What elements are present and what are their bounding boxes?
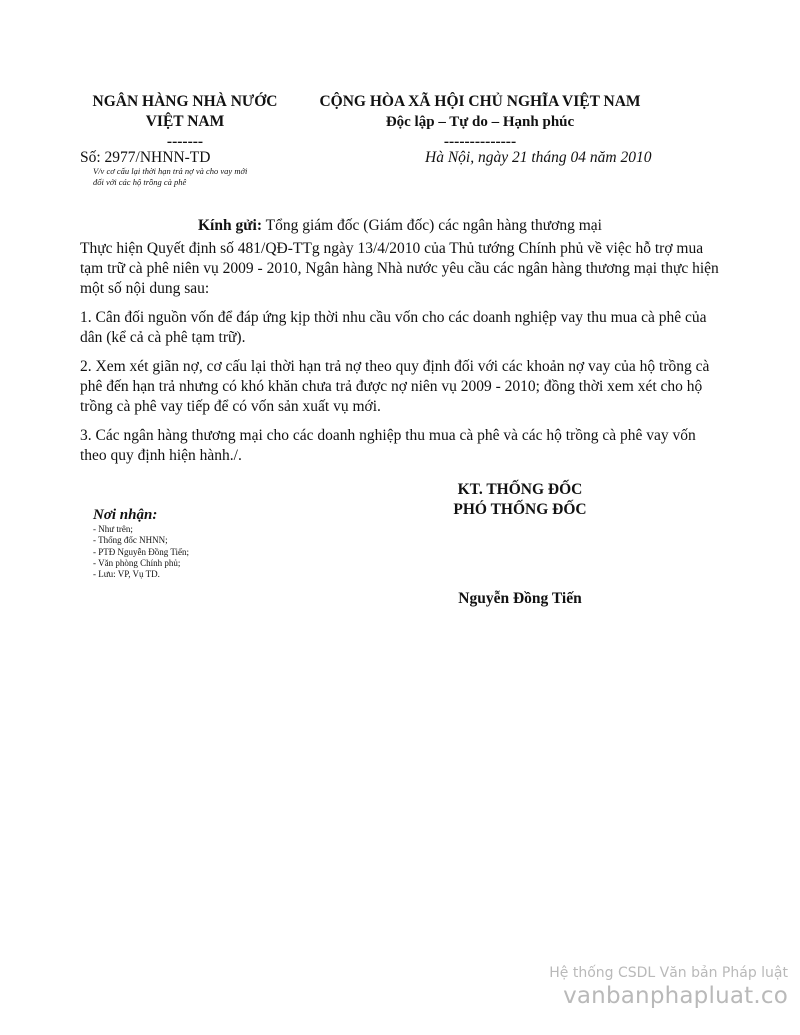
recipient-item: - Như trên; (93, 524, 133, 534)
agency-rule: ------- (166, 133, 204, 150)
recipient-item: - PTĐ Nguyễn Đồng Tiến; (93, 546, 190, 557)
motto-rule: -------------- (443, 133, 517, 150)
document-subject (93, 166, 293, 188)
national-header (300, 92, 660, 152)
addressee-label: Kính gửi: (198, 217, 262, 234)
watermark-caption: Hệ thống CSDL Văn bản Pháp luật (549, 965, 788, 981)
addressee (80, 217, 720, 235)
recipient-item: - Lưu: VP, Vụ TD. (93, 569, 160, 580)
signer-name: Nguyễn Đồng Tiến (458, 590, 582, 607)
recipients-title: Nơi nhận: (93, 507, 158, 523)
issuing-agency (80, 92, 290, 152)
national-motto: Độc lập – Tự do – Hạnh phúc (385, 114, 575, 130)
agency-name-line2: VIỆT NAM (145, 113, 225, 130)
subject-line1: V/v cơ cấu lại thời hạn trả nợ và cho vay mới (93, 166, 248, 176)
place-date: Hà Nội, ngày 21 tháng 04 năm 2010 (425, 149, 652, 166)
document-number: Số: 2977/NHNN-TD (80, 149, 211, 166)
body-intro: Thực hiện Quyết định số 481/QĐ-TTg ngày 13/4/2010 của Thủ tướng Chính phủ về việc hỗ trợ mua tạm trữ cà phê niên vụ 2009 - 2010, Ngân hàng Nhà nước yêu cầu các ngân hàng thương mại thực hiện một số nội dung sau: (80, 240, 719, 297)
document-body (80, 239, 720, 475)
recipients-list (93, 524, 189, 580)
body-item-2: 2. Xem xét giãn nợ, cơ cấu lại thời hạn trả nợ theo quy định đối với các khoản nợ vay của hộ trồng cà phê đến hạn trả nhưng có khó khăn chưa trả được nợ niên vụ 2009 - 2010; đồng thời xem xét cho hộ trồng cà phê vay tiếp để có vốn sản xuất vụ mới. (80, 358, 710, 415)
watermark-site: vanbanphapluat.co (563, 983, 788, 1009)
signature-title-2: PHÓ THỐNG ĐỐC (453, 501, 587, 518)
subject-line2: đối với các hộ trồng cà phê (93, 177, 187, 187)
body-item-3: 3. Các ngân hàng thương mại cho các doanh nghiệp thu mua cà phê và các hộ trồng cà phê vay vốn theo quy định hiện hành./. (80, 427, 696, 464)
country-name: CỘNG HÒA XÃ HỘI CHỦ NGHĨA VIỆT NAM (319, 93, 641, 110)
addressee-text: Tổng giám đốc (Giám đốc) các ngân hàng thương mại (262, 217, 602, 234)
recipient-item: - Thống đốc NHNN; (93, 535, 168, 546)
recipient-item: - Văn phòng Chính phủ; (93, 557, 181, 568)
signature-title-1: KT. THỐNG ĐỐC (457, 481, 583, 498)
agency-name-line1: NGÂN HÀNG NHÀ NƯỚC (92, 93, 278, 110)
body-item-1: 1. Cân đối nguồn vốn để đáp ứng kịp thời nhu cầu vốn cho các doanh nghiệp vay thu mua cà phê của dân (kể cả cà phê tạm trữ). (80, 309, 707, 346)
signature-block (420, 480, 620, 520)
